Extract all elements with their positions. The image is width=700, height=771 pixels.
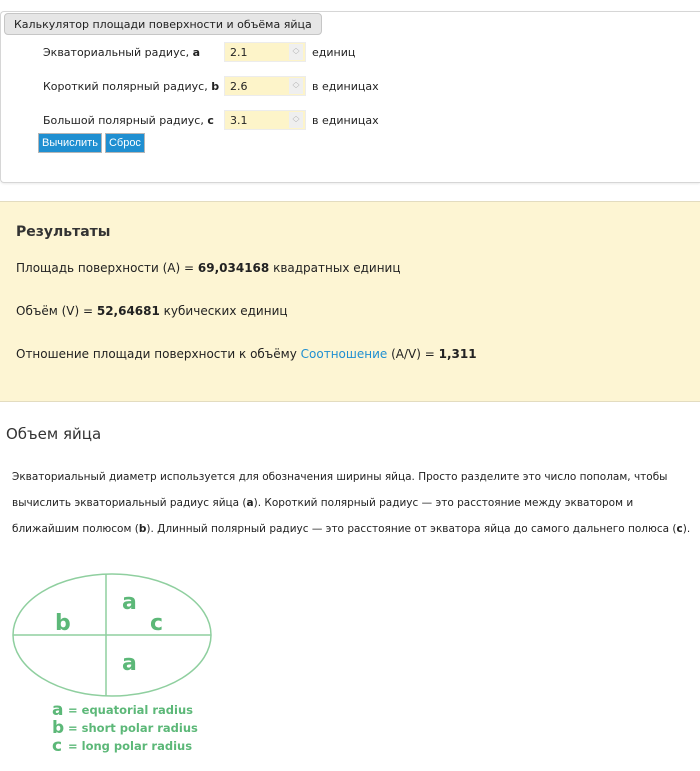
article-paragraph: Экваториальный диаметр используется для обозначения ширины яйца. Просто разделите это число пополам, чтобы вычислить экваториальный радиус яйца (a). Короткий полярный радиус — это расстояние между экватором и ближайшим полюсом (b). Длинный полярный радиус — это расстояние от экватора яйца до самого дальнего полюса (c). [12,471,691,535]
ratio-result: Отношение площади поверхности к объёму Соотношение (A/V) = 1,311 [16,347,477,361]
legend-sym-a: a [52,700,64,720]
label-c: c [150,611,164,636]
field-label-c: Большой полярный радиус, c [43,113,214,127]
field-unit-b: в единицах [312,79,379,93]
calculator-title: Калькулятор площади поверхности и объёма яйца [4,13,322,35]
field-row-c [43,110,379,130]
spinner-icon[interactable]: ︿ ﹀ [289,112,303,128]
egg-diagram [12,572,220,760]
volume-result: Объём (V) = 52,64681 кубических единиц [16,304,288,318]
spinner-icon[interactable]: ︿ ﹀ [289,78,303,94]
legend-text-c: = long polar radius [68,739,193,753]
spinner-icon[interactable]: ︿ ﹀ [289,44,303,60]
field-row-b [43,76,379,96]
label-bottom-a: a [122,651,137,676]
field-unit-a: единиц [312,45,356,59]
reset-button[interactable]: Сброс [105,133,145,153]
field-label-b: Короткий полярный радиус, b [43,79,220,93]
long-polar-radius-input[interactable]: 3.1 ︿ ﹀ [224,110,306,130]
ratio-link[interactable]: Соотношение [300,347,388,361]
legend-text-b: = short polar radius [68,721,198,735]
legend-sym-b: b [52,718,65,738]
short-polar-radius-input[interactable]: 2.6 ︿ ﹀ [224,76,306,96]
button-group [38,133,145,153]
egg-diagram-svg [12,572,220,760]
legend-text-a: = equatorial radius [68,703,193,717]
field-label-a: Экваториальный радиус, a [43,45,201,59]
results-panel [0,201,700,402]
article-title: Объем яйца [6,425,102,443]
calculate-button[interactable]: Вычислить [38,133,102,153]
calculator-panel [0,11,700,183]
field-unit-c: в единицах [312,113,379,127]
label-top-a: a [122,590,137,615]
area-result: Площадь поверхности (A) = 69,034168 квадратных единиц [16,261,401,275]
results-heading: Результаты [16,224,111,240]
equatorial-radius-input[interactable]: 2.1 ︿ ﹀ [224,42,306,62]
field-row-a [43,42,355,62]
legend-sym-c: c [52,736,63,756]
label-b: b [55,611,71,636]
